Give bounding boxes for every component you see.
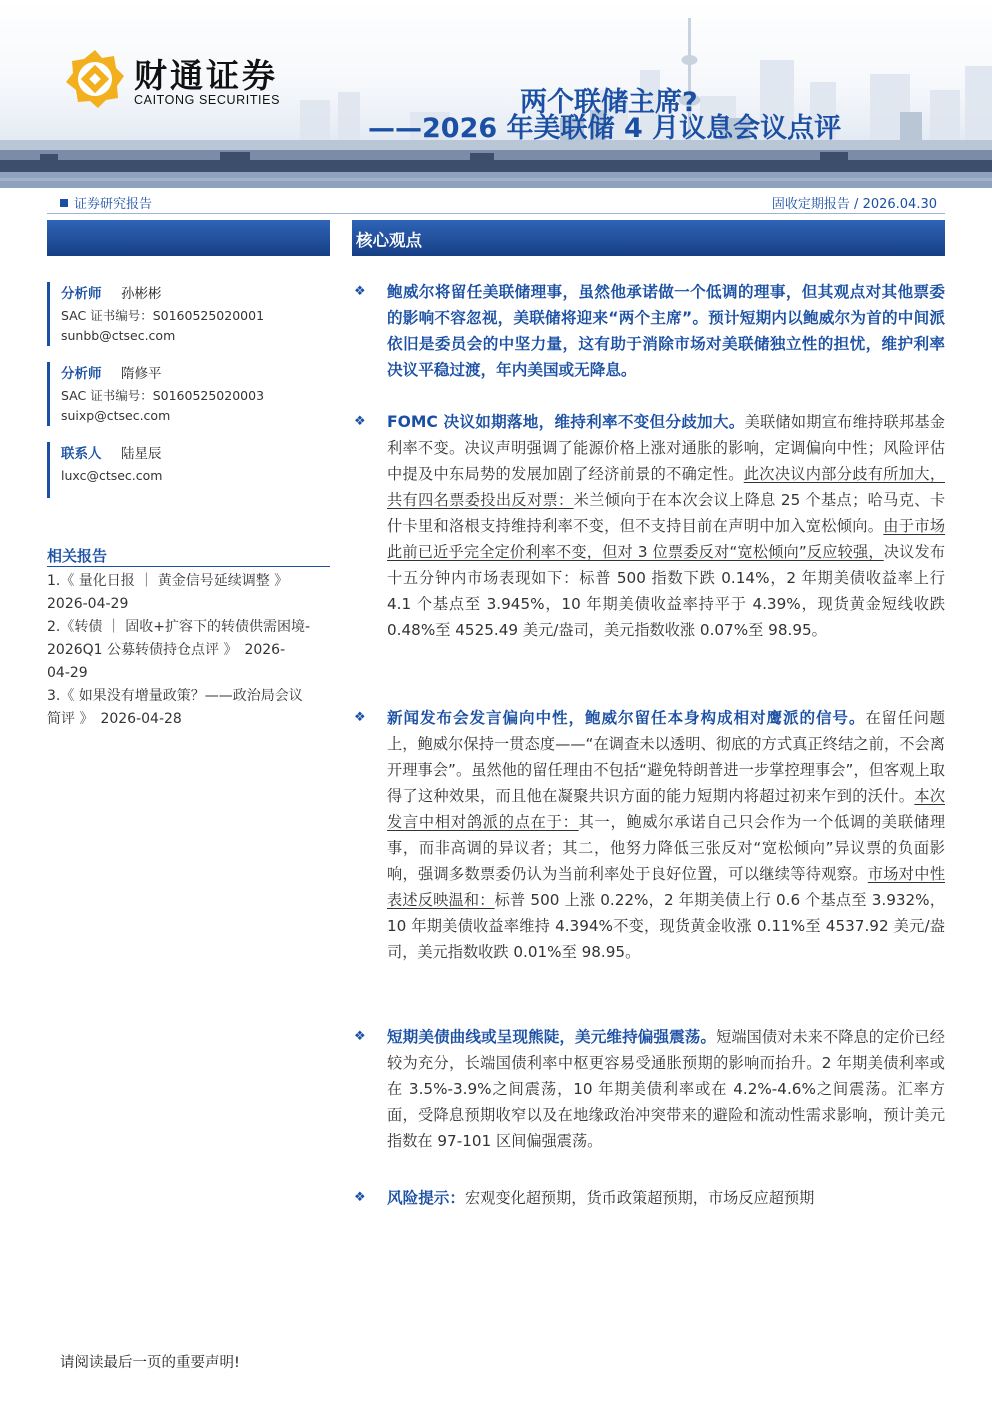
analyst-name: 孙彬彬 xyxy=(121,286,162,302)
caitong-logo-icon xyxy=(62,46,128,112)
related-reports-divider xyxy=(47,566,330,567)
contact-name: 陆星辰 xyxy=(121,446,162,462)
outlook-lead: 短期美债曲线或呈现熊陡，美元维持偏强震荡。 xyxy=(387,1028,717,1046)
header-divider xyxy=(47,213,945,214)
footer-notice: 请阅读最后一页的重要声明! xyxy=(60,1355,240,1371)
diamond-bullet-icon: ❖ xyxy=(354,1029,366,1044)
related-reports-list xyxy=(47,570,330,731)
contact-role: 联系人 xyxy=(61,446,102,462)
press-conference-lead: 新闻发布会发言偏向中性，鲍威尔留任本身构成相对鹰派的信号。 xyxy=(387,709,866,727)
report-category: 证券研究报告 xyxy=(60,193,152,212)
report-type-date: 固收定期报告 / 2026.04.30 xyxy=(771,197,937,212)
analyst-name: 隋修平 xyxy=(121,366,162,382)
header-banner xyxy=(0,0,992,188)
related-reports-title: 相关报告 xyxy=(47,547,108,565)
report-subtitle: ——2026 年美联储 4 月议息会议点评 xyxy=(368,113,842,144)
square-bullet-icon xyxy=(60,199,68,207)
analyst-cert: SAC 证书编号：S0160525020003 xyxy=(61,388,265,403)
outlook-paragraph: ❖ 短期美债曲线或呈现熊陡，美元维持偏强震荡。短端国债对未来不降息的定价已经较为充分，长端国债利率中枢更容易受通胀预期的影响而抬升。2 年期美债利率或在 3.5%-3.9%之间震荡，10 年期美债利率或在 4.2%-4.6%之间震荡。汇率方面，受降息预期收窄以及在地缘政治冲突带来的避险和流动性需求影响，预计美元指数在 97-101 区间偏强震荡。 xyxy=(387,1024,945,1154)
fomc-decision-paragraph: ❖ FOMC 决议如期落地，维持利率不变但分歧加大。美联储如期宣布维持联邦基金利率不变。决议声明强调了能源价格上涨对通胀的影响，定调偏向中性；风险评估中提及中东局势的发展加剧了经济前景的不确定性。此次决议内部分歧有所加大，共有四名票委投出反对票：米兰倾向于在本次会议上降息 25 个基点；哈马克、卡什卡里和洛根支持维持利率不变，但不支持目前在声明中加入宽松倾向。由于市场此前已近乎完全定价利率不变，但对 3 位票委反对“宽松倾向”反应较强，决议发布十五分钟内市场表现如下：标普 500 指数下跌 0.14%，2 年期美债收益率上行 4.1 个基点至 3.945%，10 年期美债收益率持平于 4.39%，现货黄金短线收跌 0.48%至 4525.49 美元/盎司，美元指数收涨 0.07%至 98.95。 xyxy=(387,409,945,643)
analyst-email[interactable]: sunbb@ctsec.com xyxy=(61,328,176,343)
brand-name-cn: 财通证券 xyxy=(134,56,278,95)
analyst-role: 分析师 xyxy=(61,286,102,302)
related-report-item[interactable]: 1.《 量化日报 ｜ 黄金信号延续调整 》 2026-04-29 xyxy=(47,573,289,612)
core-views-header-bar xyxy=(352,220,945,256)
report-title: 两个联储主席? xyxy=(520,87,698,118)
analyst-role: 分析师 xyxy=(61,366,102,382)
diamond-bullet-icon: ❖ xyxy=(354,710,366,725)
analyst-cert: SAC 证书编号：S0160525020001 xyxy=(61,308,265,323)
core-views-title: 核心观点 xyxy=(356,231,422,250)
diamond-bullet-icon: ❖ xyxy=(354,414,366,429)
contact-card xyxy=(47,442,162,498)
analyst-email[interactable]: suixp@ctsec.com xyxy=(61,408,171,423)
core-summary-paragraph: ❖ 鲍威尔将留任美联储理事，虽然他承诺做一个低调的理事，但其观点对其他票委的影响不容忽视，美联储将迎来“两个主席”。预计短期内以鲍威尔为首的中间派依旧是委员会的中坚力量，这有助于消除市场对美联储独立性的担忧，维护利率决议平稳过渡，年内美国或无降息。 xyxy=(387,279,945,383)
related-report-item[interactable]: 2.《转债 ｜ 固收+扩容下的转债供需困境- 2026Q1 公募转债持仓点评 》 2026- 04-29 xyxy=(47,619,311,681)
risk-warning-paragraph: ❖ 风险提示：宏观变化超预期，货币政策超预期，市场反应超预期 xyxy=(387,1185,945,1211)
risk-warning-lead: 风险提示： xyxy=(387,1189,465,1207)
contact-email[interactable]: luxc@ctsec.com xyxy=(61,468,163,483)
analyst-card xyxy=(47,282,264,346)
brand-name-en: CAITONG SECURITIES xyxy=(134,93,281,107)
fomc-decision-lead: FOMC 决议如期落地，维持利率不变但分歧加大。 xyxy=(387,413,745,431)
left-column-header-bar xyxy=(47,220,330,256)
diamond-bullet-icon: ❖ xyxy=(354,284,366,299)
press-conference-paragraph: ❖ 新闻发布会发言偏向中性，鲍威尔留任本身构成相对鹰派的信号。在留任问题上，鲍威尔保持一贯态度——“在调查未以透明、彻底的方式真正终结之前，不会离开理事会”。虽然他的留任理由不包括“避免特朗普进一步掌控理事会”，但客观上取得了这种效果，而且他在凝聚共识方面的能力短期内将超过初来乍到的沃什。本次发言中相对鸽派的点在于：其一，鲍威尔承诺自己只会作为一个低调的美联储理事，而非高调的异议者；其二，他努力降低三张反对“宽松倾向”异议票的负面影响，强调多数票委仍认为当前利率处于良好位置，可以继续等待观察。市场对中性表述反映温和：标普 500 上涨 0.22%，2 年期美债上行 0.6 个基点至 3.932%，10 年期美债收益率维持 4.394%不变，现货黄金收涨 0.11%至 4537.92 美元/盎司，美元指数收跌 0.01%至 98.95。 xyxy=(387,705,945,965)
analyst-card xyxy=(47,362,264,426)
related-report-item[interactable]: 3.《 如果没有增量政策？——政治局会议 简评 》 2026-04-28 xyxy=(47,688,303,727)
diamond-bullet-icon: ❖ xyxy=(354,1190,366,1205)
